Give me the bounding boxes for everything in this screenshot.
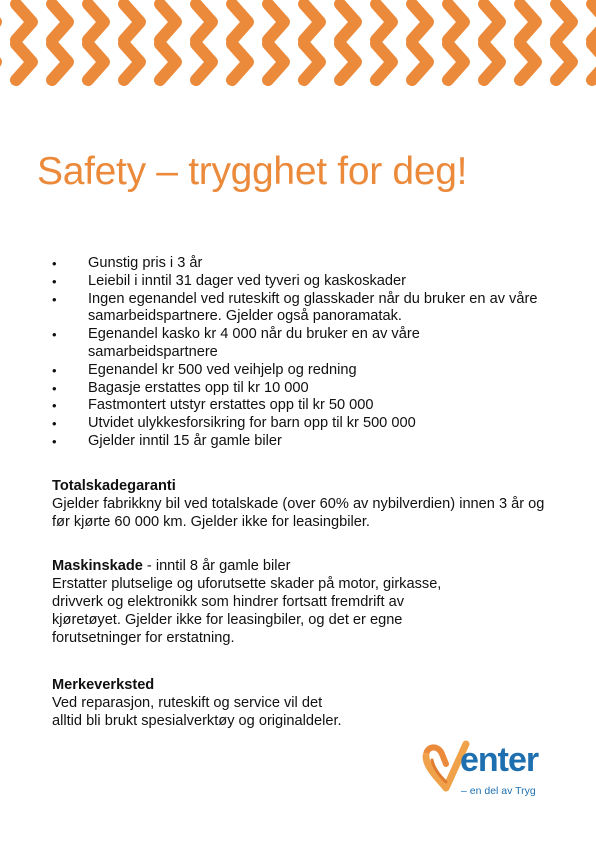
chevron-shape (376, 44, 392, 80)
chevron-shape (340, 44, 356, 80)
chevron-shape (340, 4, 356, 40)
chevron-shape (484, 44, 500, 80)
benefit-item (52, 362, 552, 380)
chevron-shape (448, 44, 464, 80)
benefit-item (52, 397, 552, 415)
section-totalskadegaranti (52, 477, 552, 531)
chevron-shape (268, 4, 284, 40)
chevron-shape (592, 4, 596, 40)
chevron-shape (52, 4, 68, 40)
chevron-shape (232, 44, 248, 80)
benefit-text: Utvidet ulykkesforsikring for barn opp til kr 500 000 (88, 415, 416, 432)
chevron-shape (304, 4, 320, 40)
chevron-shape (376, 4, 392, 40)
section-body: Gjelder fabrikkny bil ved totalskade (over 60% av nybilverdien) innen 3 år og før kjørte 60 000 km. Gjelder ikke for leasingbiler. (52, 496, 545, 530)
benefit-text: Egenandel kasko kr 4 000 når du bruker en av våre samarbeidspartnere (88, 326, 420, 360)
chevron-shape (304, 44, 320, 80)
benefit-list (52, 255, 552, 451)
benefit-item (52, 291, 552, 327)
section-body: Ved reparasjon, ruteskift og service vil det alltid bli brukt spesialverktøy og originaldeler. (52, 695, 342, 729)
section-heading: Totalskadegaranti (52, 478, 176, 494)
section-merkeverksted (52, 676, 552, 730)
section-body: Erstatter plutselige og uforutsette skader på motor, girkasse, drivverk og elektronikk som hindrer fortsatt fremdrift av kjøretøyet. Gjelder ikke for leasingbiler, og det er egne forutsetninger for erstatning. (52, 576, 442, 646)
benefit-item (52, 326, 552, 362)
chevron-shape (160, 44, 176, 80)
benefit-item (52, 415, 552, 433)
bullet-dot: • (52, 380, 57, 396)
section-heading-line (52, 557, 552, 575)
chevron-shape (196, 44, 212, 80)
chevron-shape (592, 44, 596, 80)
chevron-shape (556, 4, 572, 40)
bullet-dot: • (52, 291, 57, 307)
chevron-shape (412, 4, 428, 40)
bullet-dot: • (52, 433, 57, 449)
chevron-shape (88, 4, 104, 40)
chevron-shape (268, 44, 284, 80)
chevron-shape (520, 44, 536, 80)
logo-wordmark: enter (460, 741, 539, 779)
chevron-shape (124, 4, 140, 40)
chevron-shape (16, 4, 32, 40)
bullet-dot: • (52, 362, 57, 378)
benefit-text: Ingen egenandel ved ruteskift og glasskader når du bruker en av våre samarbeidspartnere. Gjelder også panoramatak. (88, 290, 538, 325)
section-heading: Maskinskade (52, 558, 143, 574)
benefit-text: Leiebil i inntil 31 dager ved tyveri og kaskoskader (88, 272, 406, 289)
chevron-banner (0, 0, 596, 92)
bullet-dot: • (52, 327, 57, 343)
chevron-shape (52, 44, 68, 80)
enter-logo (420, 733, 560, 803)
chevron-shape (88, 44, 104, 80)
chevron-shape (160, 4, 176, 40)
benefit-item (52, 273, 552, 291)
page-title: Safety – trygghet for deg! (37, 150, 468, 193)
benefit-item (52, 255, 552, 273)
benefit-item (52, 433, 552, 451)
section-heading-suffix: - inntil 8 år gamle biler (142, 558, 291, 574)
chevron-shape (412, 44, 428, 80)
benefit-text: Gunstig pris i 3 år (88, 255, 203, 271)
bullet-dot: • (52, 256, 57, 271)
chevron-pattern-icon (0, 0, 596, 92)
chevron-shape (556, 44, 572, 80)
section-maskinskade (52, 557, 552, 647)
chevron-shape (232, 4, 248, 40)
chevron-shape (520, 4, 536, 40)
chevron-shape (196, 4, 212, 40)
benefit-text: Egenandel kr 500 ved veihjelp og redning (88, 361, 357, 378)
chevron-shape (484, 4, 500, 40)
benefit-text: Fastmontert utstyr erstattes opp til kr 50 000 (88, 397, 374, 414)
logo-tagline: – en del av Tryg (461, 785, 536, 797)
benefit-text: Gjelder inntil 15 år gamle biler (88, 432, 282, 449)
chevron-shape (448, 4, 464, 40)
chevron-shape (124, 44, 140, 80)
chevron-shape (16, 44, 32, 80)
benefit-text: Bagasje erstattes opp til kr 10 000 (88, 379, 309, 396)
section-heading: Merkeverksted (52, 677, 155, 693)
benefit-item (52, 380, 552, 398)
bullet-dot: • (52, 273, 57, 289)
bullet-dot: • (52, 416, 57, 432)
bullet-dot: • (52, 398, 57, 414)
